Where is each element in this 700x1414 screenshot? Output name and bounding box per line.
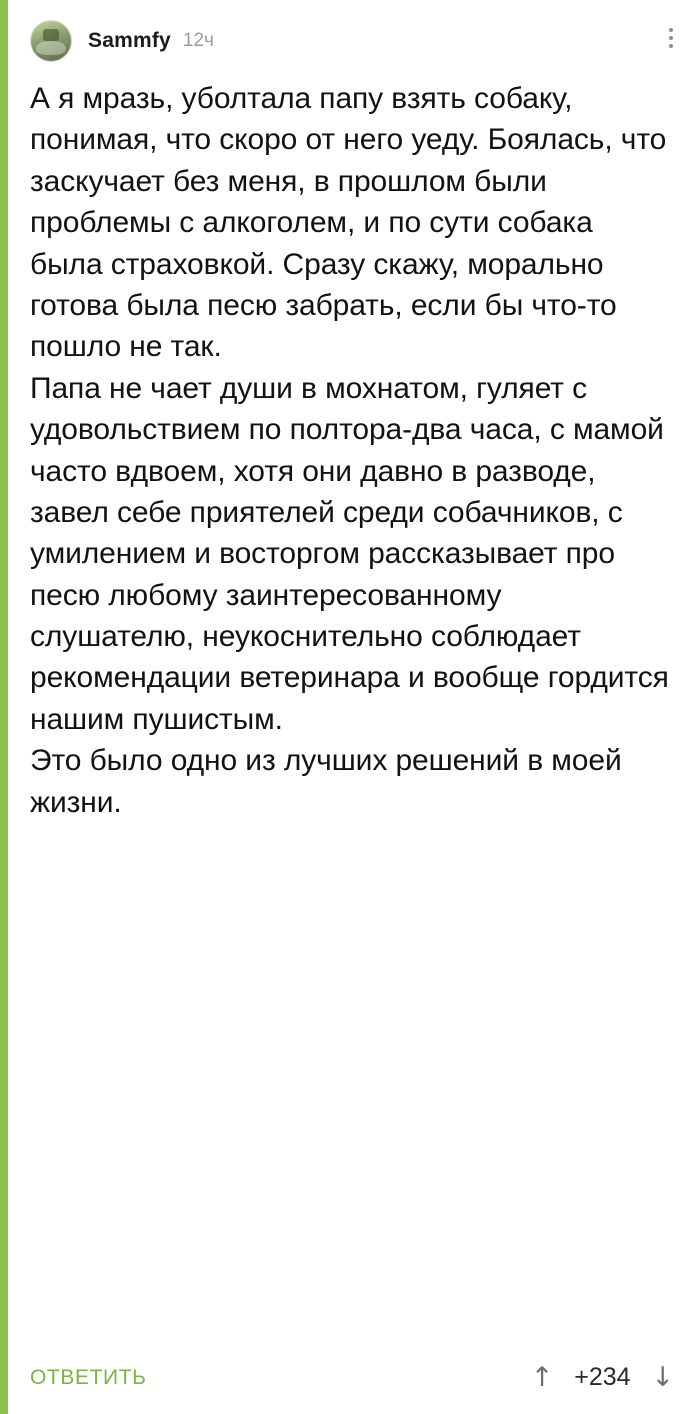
reply-button[interactable]: ОТВЕТИТЬ: [30, 1365, 147, 1389]
comment-header: [0, 0, 700, 72]
dot: [669, 28, 673, 32]
comment-author[interactable]: Sammfy: [88, 29, 171, 52]
dot: [669, 36, 673, 40]
comment-body: [0, 72, 700, 1355]
arrow-up-icon[interactable]: ↑: [530, 1362, 554, 1393]
avatar[interactable]: [30, 20, 72, 62]
dot: [669, 44, 673, 48]
score-value: +234: [574, 1363, 631, 1391]
comment-text: [30, 78, 672, 823]
more-options-icon[interactable]: [668, 28, 674, 48]
comment-footer: [0, 1355, 700, 1414]
left-accent-bar: [0, 0, 8, 1414]
comment-paragraph: Это было одно из лучших решений в моей жизни.: [30, 744, 622, 819]
comment-paragraph: А я мразь, уболтала папу взять собаку, понимая, что скоро от него уеду. Боялась, что заскучает без меня, в прошлом были проблемы с алкоголем, и по сути собака была страховкой. Сразу скажу, морально готова была песю забрать, если бы что-то пошло не так.: [30, 82, 667, 364]
rating-controls: [531, 1363, 674, 1392]
comment-paragraph: Папа не чает души в мохнатом, гуляет с удовольствием по полтора-два часа, с мамой часто вдвоем, хотя они давно в разводе, завел себе приятелей среди собачников, с умилением и восторгом рассказывает про песю любому заинтересованному слушателю, неукоснительно соблюдает рекомендации ветеринара и вообще гордится нашим пушистым.: [30, 371, 669, 736]
comment-timestamp: 12ч: [182, 30, 214, 51]
arrow-down-icon[interactable]: ↓: [651, 1362, 674, 1393]
